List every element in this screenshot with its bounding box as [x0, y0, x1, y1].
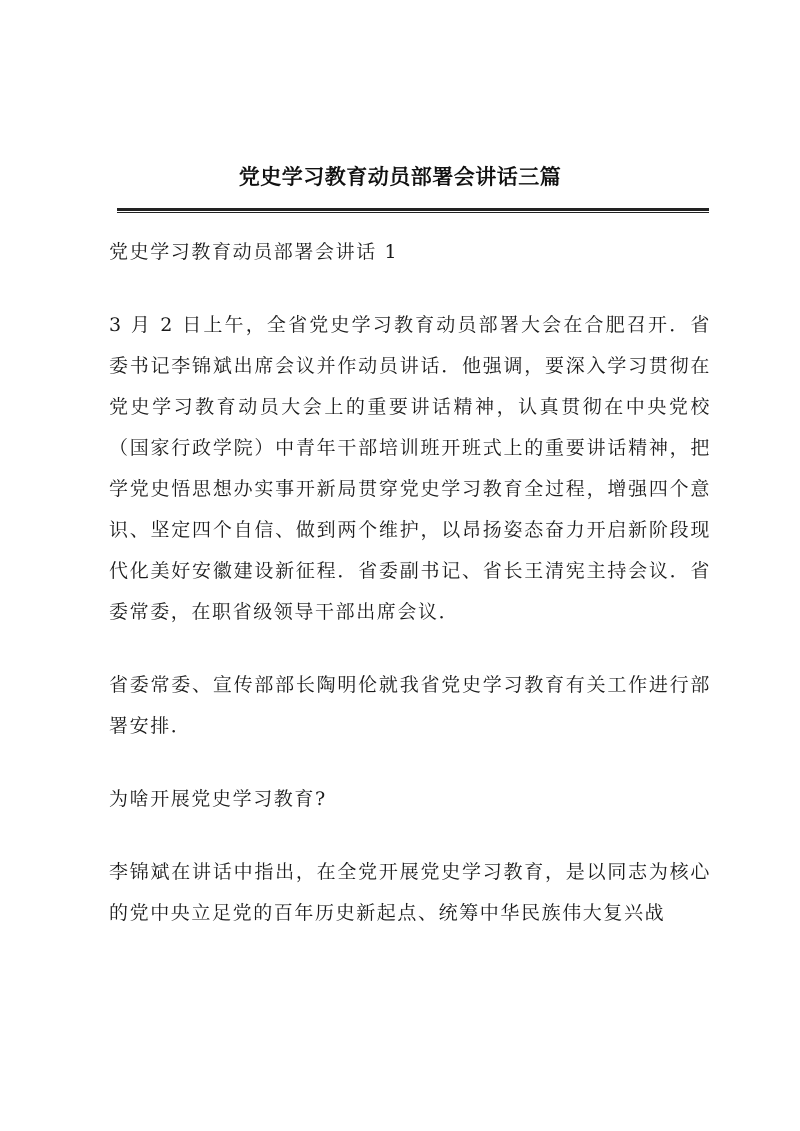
document-title: 党史学习教育动员部署会讲话三篇 [238, 165, 562, 189]
body-paragraph: 省委常委、宣传部部长陶明伦就我省党史学习教育有关工作进行部署安排． [109, 674, 711, 737]
section-heading: 党史学习教育动员部署会讲话 1 [109, 241, 399, 263]
paragraph-spacer [109, 747, 711, 779]
body-paragraph: 李锦斌在讲话中指出，在全党开展党史学习教育，是以同志为核心的党中央立足党的百年历史新起点、统筹中华民族伟大复兴战 [109, 861, 711, 924]
body-paragraph: 3 月 2 日上午，全省党史学习教育动员部署大会在合肥召开．省委书记李锦斌出席会议并作动员讲话．他强调，要深入学习贯彻在党史学习教育动员大会上的重要讲话精神，认真贯彻在中央党校（国家行政学院）中青年干部培训班开班式上的重要讲话精神，把学党史悟思想办实事开新局贯穿党史学习教育全过程，增强四个意识、坚定四个自信、做到两个维护，以昂扬姿态奋力开启新阶段现代化美好安徽建设新征程．省委副书记、省长王清宪主持会议．省委常委，在职省级领导干部出席会议． [109, 314, 711, 623]
paragraph-spacer [109, 633, 711, 665]
title-divider [117, 208, 709, 213]
paragraph-spacer [109, 273, 711, 305]
document-body [109, 232, 711, 934]
paragraph-spacer [109, 820, 711, 852]
question-heading: 为啥开展党史学习教育? [109, 788, 327, 810]
